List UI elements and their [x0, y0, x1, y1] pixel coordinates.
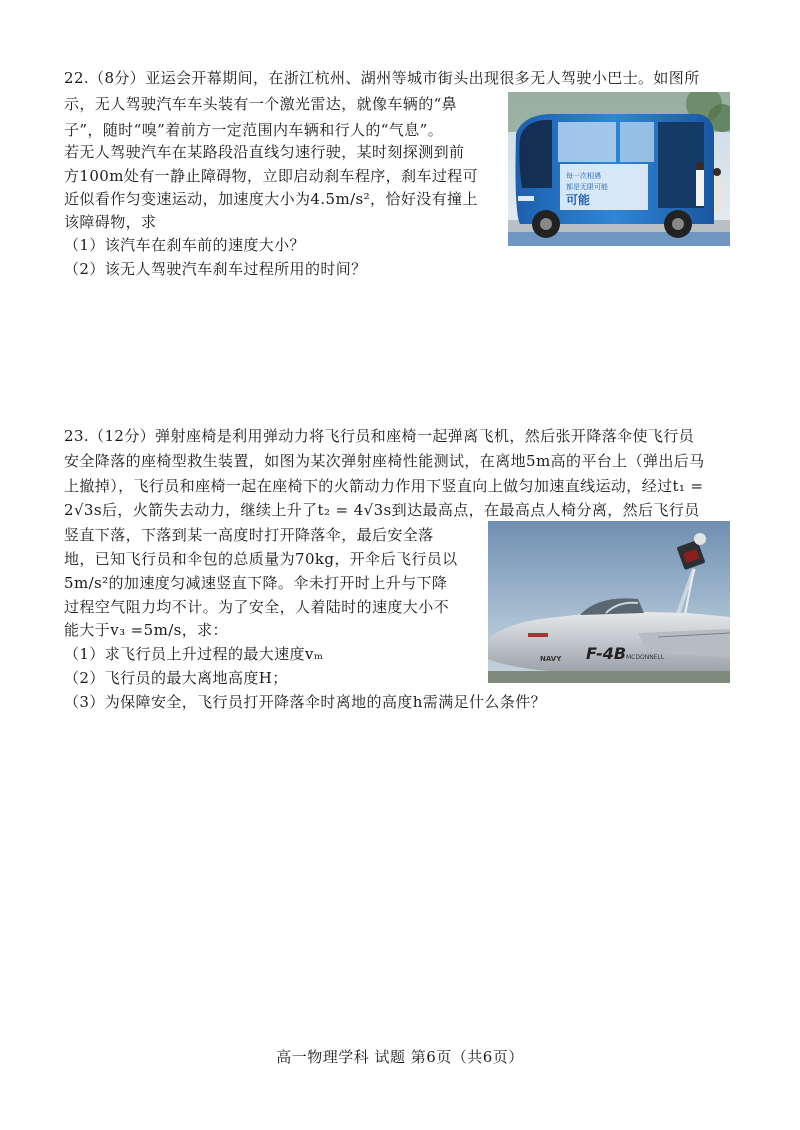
q22-line-6: 近似看作匀变速运动，加速度大小为4.5m/s²，恰好没有撞上 [64, 190, 478, 208]
ejection-seat-test-photo [488, 521, 730, 683]
q23-line-7: 5m/s²的加速度匀减速竖直下降。伞未打开时上升与下降 [64, 574, 448, 592]
q23-line-2: 安全降落的座椅型救生装置，如图为某次弹射座椅性能测试，在离地5m高的平台上（弹出后马 [64, 452, 705, 470]
page-footer: 高一物理学科 试题 第6页（共6页） [276, 1048, 524, 1066]
q23-line-4: 2√3s后，火箭失去动力，继续上升了t₂ = 4√3s到达最高点，在最高点人椅分离，然后飞行员 [64, 501, 700, 519]
bus-ad-text-3: 可能 [566, 193, 591, 207]
q23-line-5: 竖直下落，下落到某一高度时打开降落伞，最后安全落 [64, 526, 434, 544]
q23-line-3: 上撤掉），飞行员和座椅一起在座椅下的火箭动力作用下竖直向上做匀加速直线运动，经过t₁ = [64, 477, 704, 495]
q22-sub-question-2: （2）该无人驾驶汽车刹车过程所用的时间？ [64, 260, 367, 278]
q23-line-6: 地，已知飞行员和伞包的总质量为70kg，开伞后飞行员以 [64, 550, 458, 568]
jet-label-2: MCDONNELL [626, 654, 665, 661]
q23-line-1: 23.（12分）弹射座椅是利用弹动力将飞行员和座椅一起弹离飞机，然后张开降落伞使飞行员 [64, 427, 695, 445]
q22-line-5: 方100m处有一静止障碍物，立即启动刹车程序，刹车过程可 [64, 167, 479, 185]
q22-sub-question-1: （1）该汽车在刹车前的速度大小？ [64, 236, 305, 254]
bus-ad-text-2: 都是无限可能 [566, 183, 608, 191]
svg-text:NAVY: NAVY [540, 655, 562, 663]
q22-line-2: 示，无人驾驶汽车车头装有一个激光雷达，就像车辆的“鼻 [64, 95, 458, 113]
q23-sub-question-3: （3）为保障安全，飞行员打开降落伞时离地的高度h需满足什么条件？ [64, 693, 547, 711]
q22-line-4: 若无人驾驶汽车在某路段沿直线匀速行驶，某时刻探测到前 [64, 143, 465, 161]
q23-sub-question-2: （2）飞行员的最大离地高度H； [64, 669, 288, 687]
q23-line-9: 能大于v₃ =5m/s，求： [64, 621, 228, 639]
q22-line-3: 子”，随时“嗅”着前方一定范围内车辆和行人的“气息”。 [64, 121, 444, 139]
q22-line-1: 22.（8分）亚运会开幕期间，在浙江杭州、湖州等城市街头出现很多无人驾驶小巴士。如图所 [64, 69, 700, 87]
autonomous-bus-photo [508, 92, 730, 246]
q23-line-8: 过程空气阻力均不计。为了安全，人着陆时的速度大小不 [64, 598, 450, 616]
jet-label: F-4B [586, 644, 627, 663]
bus-ad-text-1: 每一次相遇 [566, 172, 601, 180]
q22-line-7: 该障碍物，求 [64, 213, 157, 231]
q23-sub-question-1: （1）求飞行员上升过程的最大速度vₘ [64, 645, 324, 663]
